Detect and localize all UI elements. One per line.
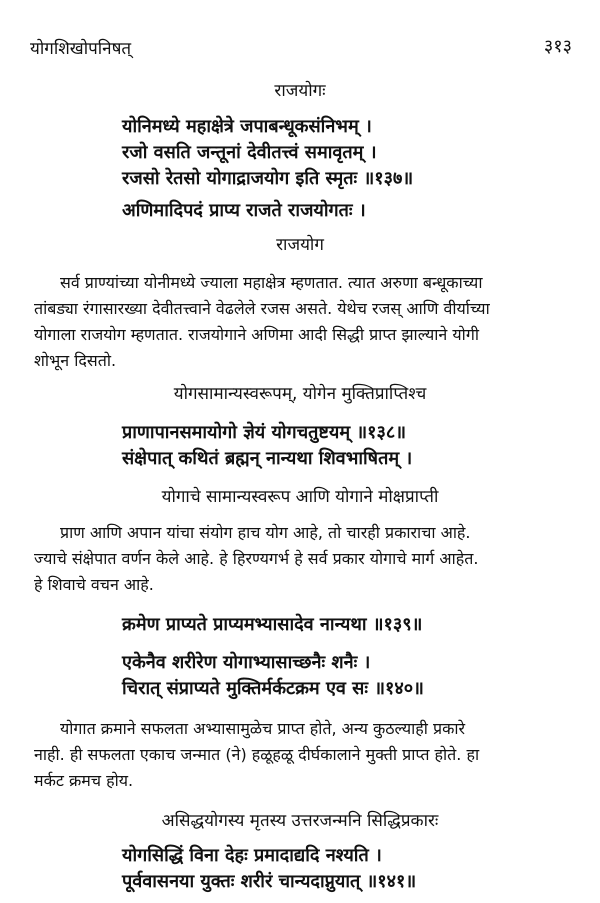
paragraph-line: मर्कट क्रमच होय.: [34, 771, 134, 790]
verse-line: संक्षेपात् कथितं ब्रह्मन् नान्यथा शिवभाषितम् ।: [122, 448, 413, 469]
page-number: ३१३: [543, 36, 572, 57]
section-heading-rajayogah: राजयोगः: [274, 81, 326, 101]
paragraph-line: योगात क्रमाने सफलता अभ्यासामुळेच प्राप्त होते, अन्य कुठल्याही प्रकारे: [60, 719, 466, 738]
section-heading-asiddha: असिद्धयोगस्य मृतस्य उत्तरजन्मनि सिद्धिप्रकारः: [161, 811, 439, 831]
verse-137: [122, 114, 413, 224]
verse-line: रजसो रेतसो योगाद्राजयोग इति स्मृतः ॥१३७॥: [122, 168, 414, 189]
verse-140: [122, 650, 424, 702]
paragraph-yogache: [34, 520, 592, 598]
running-head: योगशिखोपनिषत्: [30, 39, 132, 59]
paragraph-rajayog: [34, 270, 592, 374]
paragraph-line: नाही. ही सफलता एकाच जन्मात (ने) हळूहळू दीर्घकालाने मुक्ती प्राप्त होते. हा: [34, 745, 480, 764]
section-heading-mokshaprapti: योगाचे सामान्यस्वरूप आणि योगाने मोक्षप्राप्ती: [161, 487, 439, 507]
verse-line: रजो वसति जन्तूनां देवीतत्त्वं समावृतम् ।: [122, 142, 377, 163]
paragraph-markat: [34, 716, 592, 794]
verse-line: पूर्ववासनया युक्तः शरीरं चान्यदाप्नुयात् ॥१४१॥: [122, 871, 417, 892]
paragraph-line: सर्व प्राण्यांच्या योनीमध्ये ज्याला महाक्षेत्र म्हणतात. त्यात अरुणा बन्धूकाच्या: [60, 273, 483, 292]
verse-line: एकेनैव शरीरेण योगाभ्यासाच्छनैः शनैः ।: [122, 652, 371, 673]
verse-line: चिरात् संप्राप्यते मुक्तिर्मर्कटक्रम एव सः ॥१४०॥: [122, 678, 424, 699]
paragraph-line: ज्याचे संक्षेपात वर्णन केले आहे. हे हिरण्यगर्भ हे सर्व प्रकार योगाचे मार्ग आहेत.: [34, 549, 479, 568]
section-heading-yogasamanya: योगसामान्यस्वरूपम्, योगेन मुक्तिप्राप्तिश्च: [173, 384, 427, 404]
verse-141: [122, 843, 416, 895]
paragraph-line: हे शिवाचे वचन आहे.: [34, 575, 154, 594]
page-header: [0, 20, 600, 60]
verse-139: [122, 612, 422, 638]
paragraph-line: तांबड्या रंगासारख्या देवीतत्त्वाने वेढलेले रजस असते. येथेच रजस् आणि वीर्याच्या: [34, 299, 490, 318]
verse-line: प्राणापानसमायोगो ज्ञेयं योगचतुष्टयम् ॥१३८॥: [122, 422, 407, 443]
paragraph-line: शोभून दिसतो.: [34, 351, 117, 370]
verse-line: अणिमादिपदं प्राप्य राजते राजयोगतः ।: [122, 200, 366, 221]
verse-line: योगसिद्धिं विना देहः प्रमादाद्यदि नश्यति ।: [122, 845, 382, 866]
paragraph-line: प्राण आणि अपान यांचा संयोग हाच योग आहे, तो चारही प्रकाराचा आहे.: [60, 523, 471, 542]
paragraph-line: योगाला राजयोग म्हणतात. राजयोगाने अणिमा आदी सिद्धी प्राप्त झाल्याने योगी: [34, 325, 479, 344]
verse-line: योनिमध्ये महाक्षेत्रे जपाबन्धूकसंनिभम् ।: [122, 116, 372, 137]
section-heading-rajayog: राजयोग: [276, 235, 324, 255]
verse-138: [122, 420, 412, 472]
verse-line: क्रमेण प्राप्यते प्राप्यमभ्यासादेव नान्यथा ॥१३९॥: [122, 614, 423, 635]
